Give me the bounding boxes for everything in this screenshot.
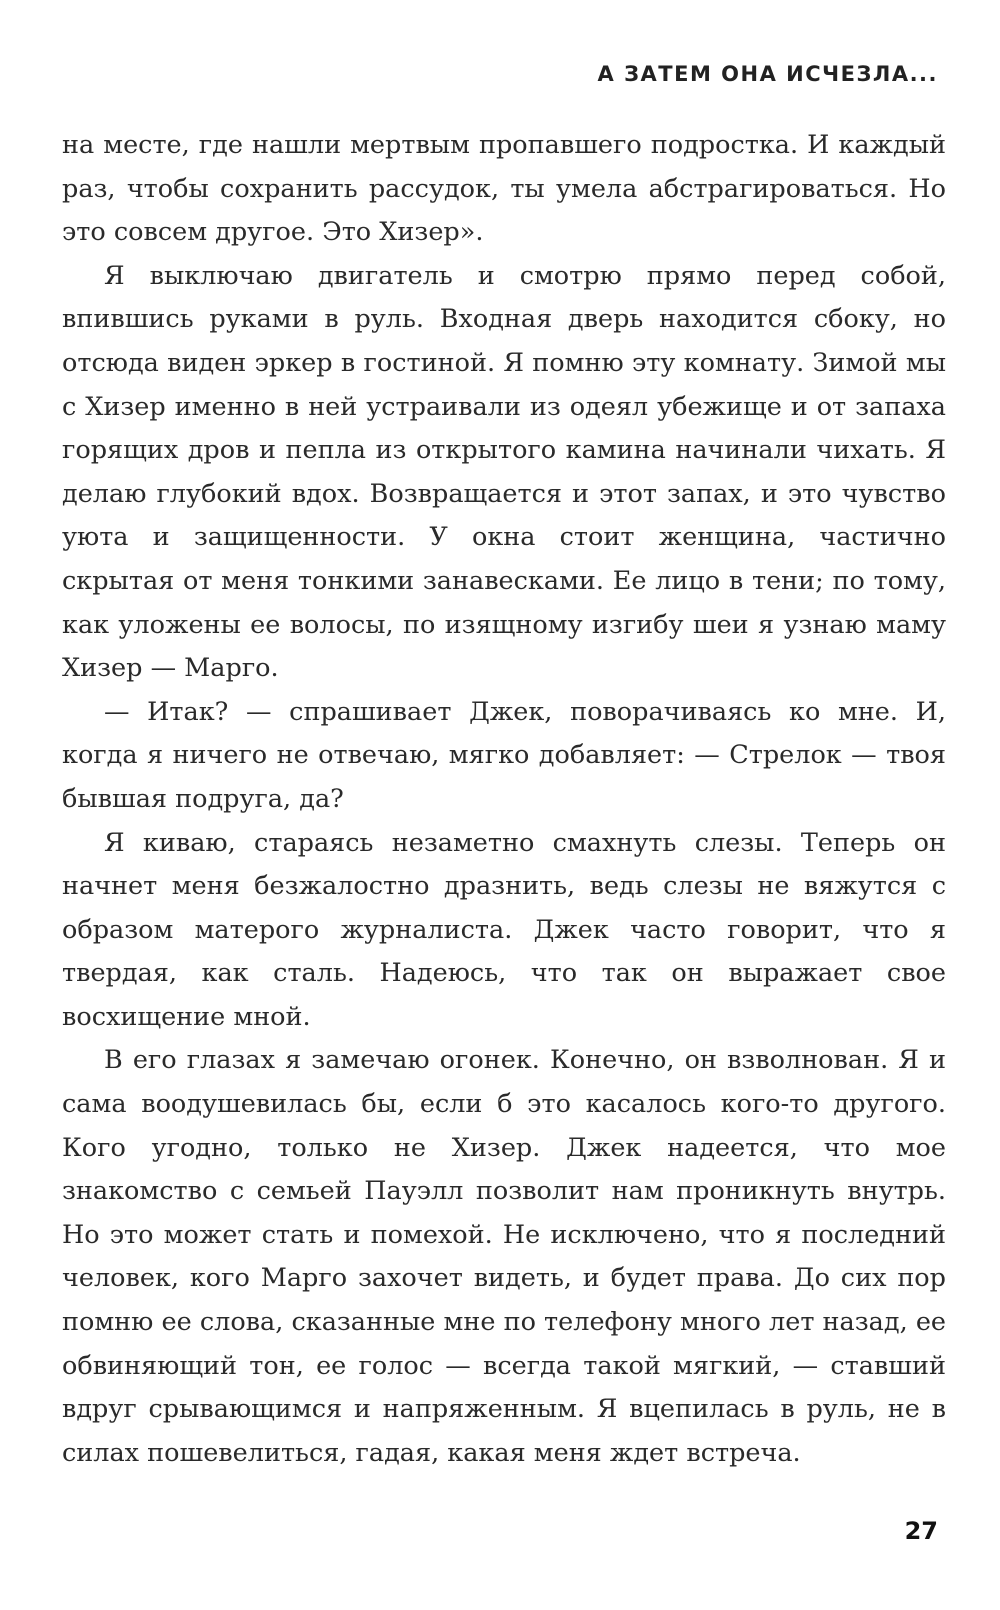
paragraph: В его глазах я замечаю огонек. Конечно, он взволнован. Я и сама воодушевилась бы, если б это касалось кого-то другого. Кого угодно, только не Хизер. Джек надеется, что мое знакомство с семьей Пауэлл позволит нам проникнуть внутрь. Но это может стать и помехой. Не исключено, что я последний человек, кого Марго захочет видеть, и будет права. До сих пор помню ее слова, сказанные мне по телефону много лет назад, ее обвиняющий тон, ее голос — всегда такой мягкий, — ставший вдруг срывающимся и напряженным. Я вцепилась в руль, не в силах пошевелиться, гадая, какая меня ждет встреча. [62, 1045, 946, 1468]
paragraph: Я киваю, стараясь незаметно смахнуть слезы. Теперь он начнет меня безжалостно дразнить, ведь слезы не вяжутся с образом матерого журналиста. Джек часто говорит, что я твердая, как сталь. Надеюсь, что так он выражает свое восхищение мной. [62, 827, 946, 1032]
running-head: А ЗАТЕМ ОНА ИСЧЕЗЛА... [597, 62, 938, 86]
paragraph: Я выключаю двигатель и смотрю прямо перед собой, впившись руками в руль. Входная дверь находится сбоку, но отсюда виден эркер в гостиной. Я помню эту комнату. Зимой мы с Хизер именно в ней устраивали из одеял убежище и от запаха горящих дров и пепла из открытого камина начинали чихать. Я делаю глубокий вдох. Возвращается и этот запах, и это чувство уюта и защищенности. У окна стоит женщина, частично скрытая от меня тонкими занавесками. Ее лицо в тени; по тому, как уложены ее волосы, по изящному изгибу шеи я узнаю маму Хизер — Марго. [62, 260, 946, 684]
paragraph-continuation: на месте, где нашли мертвым пропавшего подростка. И каждый раз, чтобы сохранить рассудок, ты умела абстрагироваться. Но это совсем другое. Это Хизер». [62, 130, 946, 248]
page-number: 27 [904, 1517, 938, 1545]
body-text [62, 124, 946, 1475]
paragraph-dialogue: — Итак? — спрашивает Джек, поворачиваясь ко мне. И, когда я ничего не отвечаю, мягко добавляет: — Стрелок — твоя бывшая подруга, да? [62, 696, 946, 814]
